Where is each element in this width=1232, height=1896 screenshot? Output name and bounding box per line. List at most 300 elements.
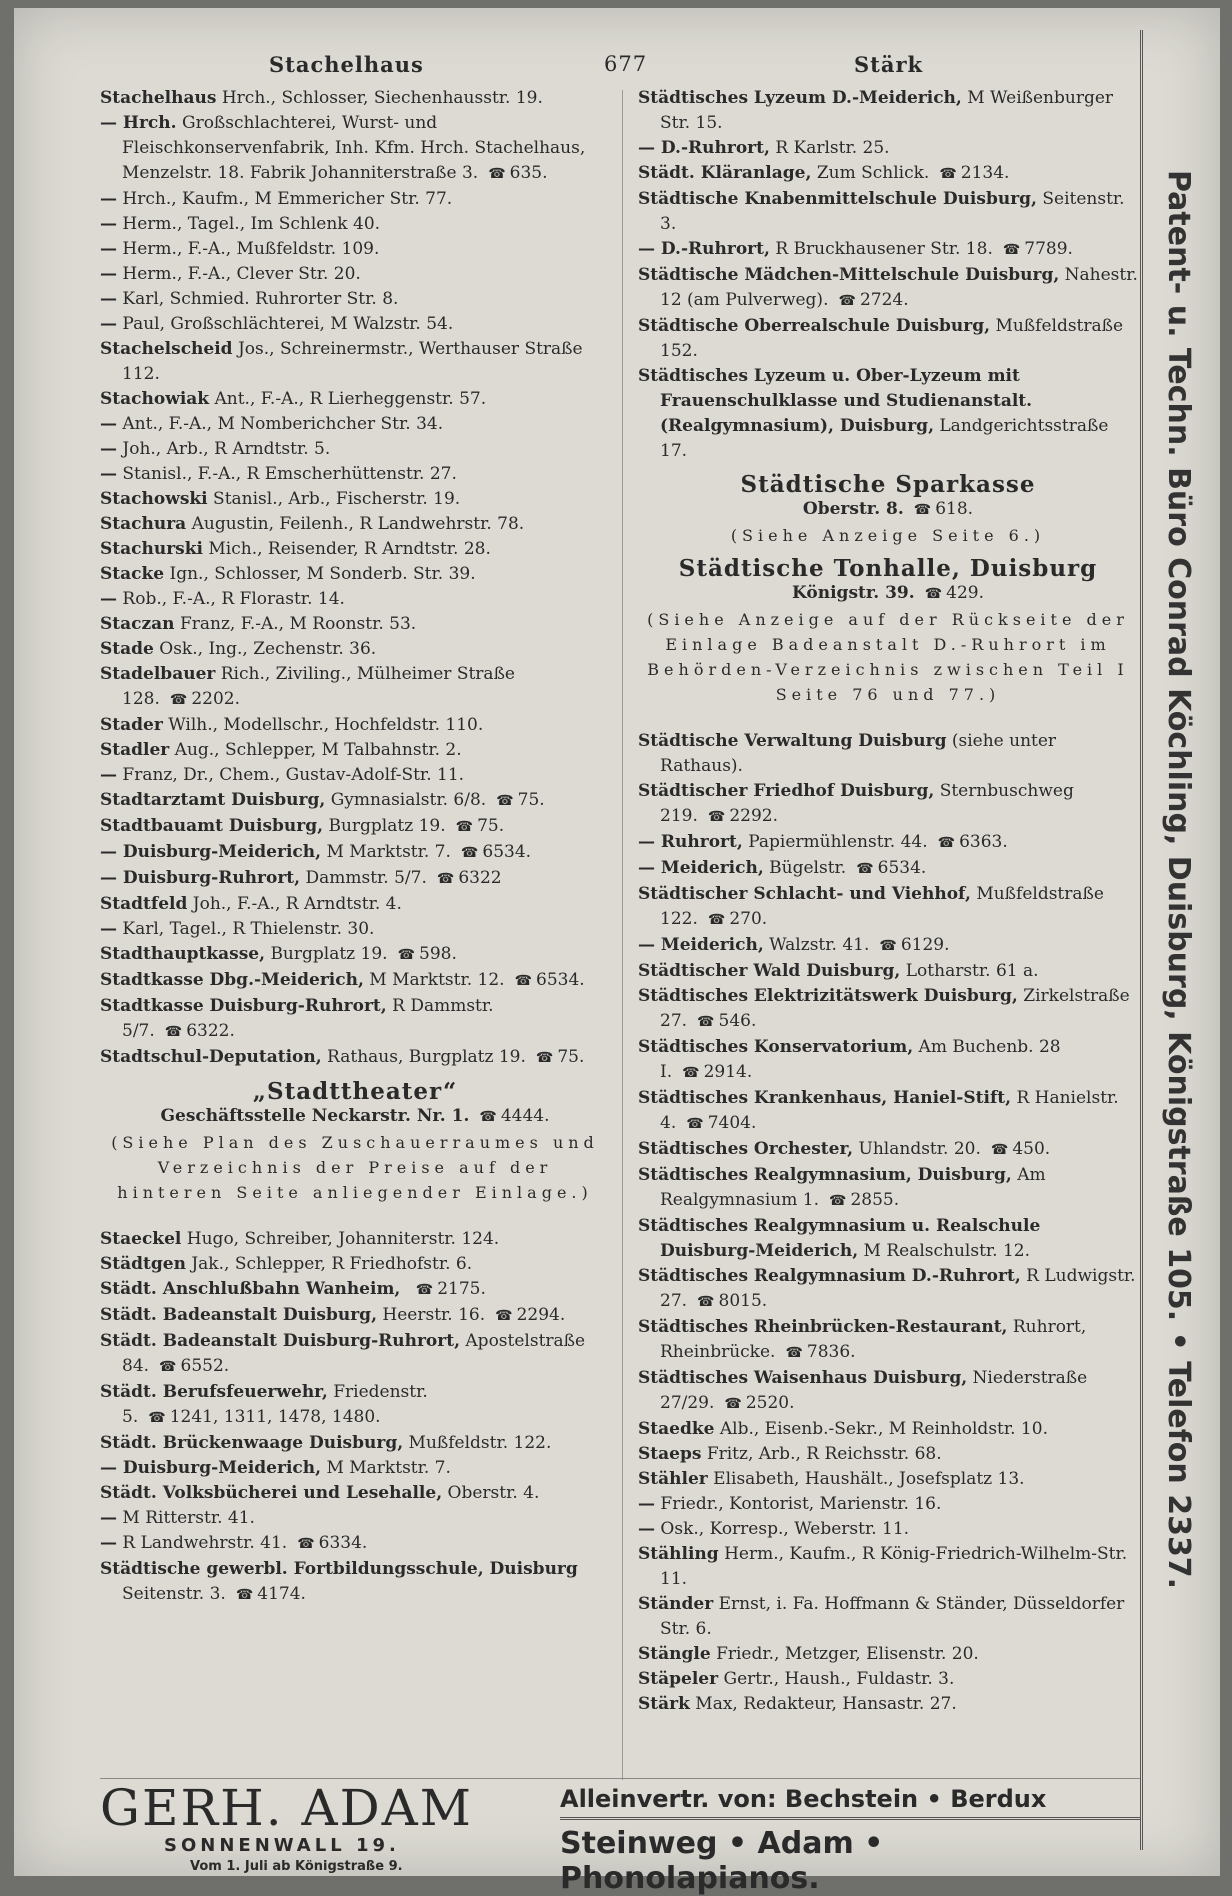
directory-entry <box>100 1277 610 1303</box>
directory-entry <box>638 1467 1138 1492</box>
entry-details: Burgplatz 19. <box>270 944 388 964</box>
entry-name: — <box>100 589 117 609</box>
directory-entry <box>100 840 610 866</box>
entry-details: Herm., F.-A., Clever Str. 20. <box>122 264 361 284</box>
entry-details: Sternbuschweg 219. <box>660 781 1074 826</box>
entry-name: — <box>100 314 117 334</box>
entry-phone: ☎ 635. <box>488 163 547 183</box>
entry-name: Stadthauptkasse, <box>100 944 266 964</box>
entry-details: Mich., Reisender, R Arndtstr. 28. <box>208 539 491 559</box>
entry-details: Herm., Tagel., Im Schlenk 40. <box>122 214 381 234</box>
directory-entry <box>100 337 610 387</box>
sparkasse-title: Städtische Sparkasse <box>740 471 1036 498</box>
entry-phone: ☎ 6534. <box>856 858 926 878</box>
directory-entry <box>100 1045 610 1071</box>
theater-note: (Siehe Plan des Zuschauerraumes und Verzeichnis der Preise auf der hinteren Seite anliegender Einlage.) <box>111 1133 599 1202</box>
entry-details: Aug., Schlepper, M Talbahnstr. 2. <box>174 740 462 760</box>
sparkasse-phone: ☎ 618. <box>914 499 973 519</box>
entry-name: Stängle <box>638 1644 711 1664</box>
entry-name: Stärk <box>638 1694 690 1714</box>
entry-phone: ☎ 6552. <box>159 1356 229 1376</box>
directory-entry <box>100 1227 610 1252</box>
directory-entry <box>100 1481 610 1506</box>
entry-details: Karl, Schmied. Ruhrorter Str. 8. <box>122 289 399 309</box>
directory-entry <box>638 136 1138 161</box>
entry-details: Jos., Schreinermstr., Werthauser Straße 112. <box>122 339 583 384</box>
entry-phone: ☎ 6363. <box>938 832 1008 852</box>
entry-details: Ant., F.-A., R Lierheggenstr. 57. <box>214 389 487 409</box>
entry-details: Jak., Schlepper, R Friedhofstr. 6. <box>191 1254 473 1274</box>
directory-entry <box>100 1303 610 1329</box>
directory-entry <box>100 1557 610 1608</box>
directory-entry <box>100 866 610 892</box>
entry-name: Staeps <box>638 1444 702 1464</box>
entry-details: Hrch., Kaufm., M Emmericher Str. 77. <box>122 189 453 209</box>
entry-name: — <box>100 239 117 259</box>
directory-entry <box>100 512 610 537</box>
entry-details: Fritz, Arb., R Reichsstr. 68. <box>706 1444 942 1464</box>
entry-name: Städt. Anschlußbahn Wanheim, <box>100 1279 401 1299</box>
directory-entry <box>638 237 1138 263</box>
entry-details: Seitenstr. 3. <box>122 1584 226 1604</box>
page-number: 677 <box>604 52 648 76</box>
entry-details: Karl, Tagel., R Thielenstr. 30. <box>122 919 375 939</box>
directory-entry <box>100 462 610 487</box>
sparkasse-note: (Siehe Anzeige Seite 6.) <box>730 526 1046 545</box>
directory-entry <box>100 917 610 942</box>
entry-name: — <box>100 214 117 234</box>
entry-name: Städtische Mädchen-Mittelschule Duisburg, <box>638 265 1060 285</box>
entry-details: (siehe unter Rathaus). <box>660 731 1057 776</box>
entry-phone: ☎ 75. <box>536 1047 585 1067</box>
entry-name: Städtisches Waisenhaus Duisburg, <box>638 1368 968 1388</box>
directory-entry <box>638 856 1138 882</box>
entry-details: Heerstr. 16. <box>382 1305 486 1325</box>
entry-phone: ☎ 6334. <box>297 1533 367 1553</box>
entry-name: Städtisches Realgymnasium, Duisburg, <box>638 1165 1012 1185</box>
entry-name: — <box>100 439 117 459</box>
entry-name: — Duisburg-Meiderich, <box>100 1458 322 1478</box>
entry-name: Stähler <box>638 1469 708 1489</box>
entry-name: Städt. Badeanstalt Duisburg, <box>100 1305 377 1325</box>
entry-details: R Dammstr. 5/7. <box>122 996 494 1041</box>
right-entry-list-2 <box>638 729 1138 1717</box>
entry-name: Stadtarztamt Duisburg, <box>100 790 326 810</box>
entry-name: — <box>638 1494 655 1514</box>
directory-entry <box>100 1456 610 1481</box>
directory-entry <box>638 161 1138 187</box>
entry-name: — <box>100 1508 117 1528</box>
entry-name: Städtische Knabenmittelschule Duisburg, <box>638 189 1037 209</box>
left-entry-list <box>100 86 610 1071</box>
directory-entry <box>100 1431 610 1456</box>
directory-entry <box>638 1315 1138 1366</box>
entry-details: Walzstr. 41. <box>769 935 870 955</box>
directory-entry <box>100 262 610 287</box>
entry-phone: ☎ 75. <box>496 790 545 810</box>
theater-phone: ☎ 4444. <box>479 1106 549 1126</box>
directory-entry <box>100 437 610 462</box>
entry-details: Ruhrort, Rheinbrücke. <box>660 1317 1087 1362</box>
directory-entry <box>100 738 610 763</box>
directory-entry <box>100 637 610 662</box>
entry-details: Ign., Schlosser, M Sonderb. Str. 39. <box>169 564 476 584</box>
entry-name: Städtisches Realgymnasium D.-Ruhrort, <box>638 1266 1021 1286</box>
directory-entry <box>100 111 610 187</box>
entry-name: Stäpeler <box>638 1669 719 1689</box>
directory-entry <box>100 187 610 212</box>
entry-name: Staeckel <box>100 1229 182 1249</box>
entry-details: Mußfeldstr. 122. <box>408 1433 552 1453</box>
entry-name: Städtisches Konservatorium, <box>638 1037 914 1057</box>
entry-details: Ant., F.-A., M Nomberichcher Str. 34. <box>122 414 444 434</box>
entry-details: Am Realgymnasium 1. <box>660 1165 1046 1210</box>
directory-entry <box>100 537 610 562</box>
entry-name: Städtischer Friedhof Duisburg, <box>638 781 935 801</box>
entry-details: M Ritterstr. 41. <box>122 1508 255 1528</box>
entry-phone: ☎ 8015. <box>697 1291 767 1311</box>
entry-details: Herm., Kaufm., R König-Friedrich-Wilhelm-Str. 11. <box>660 1544 1128 1589</box>
theater-title: „Stadttheater“ <box>252 1078 458 1105</box>
directory-entry <box>638 779 1138 830</box>
directory-entry <box>638 86 1138 136</box>
entry-details: Burgplatz 19. <box>328 816 446 836</box>
left-entry-list-2 <box>100 1227 610 1608</box>
directory-entry <box>638 187 1138 237</box>
entry-details: Niederstraße 27/29. <box>660 1368 1088 1413</box>
entry-phone: ☎ 6129. <box>879 935 949 955</box>
right-column <box>638 86 1138 1717</box>
directory-entry <box>100 763 610 788</box>
entry-details: Max, Redakteur, Hansastr. 27. <box>695 1694 957 1714</box>
entry-name: Stadtkasse Dbg.-Meiderich, <box>100 970 364 990</box>
entry-phone: ☎ 7789. <box>1003 239 1073 259</box>
entry-name: Städt. Volksbücherei und Lesehalle, <box>100 1483 443 1503</box>
directory-entry <box>100 1329 610 1380</box>
entry-details: Herm., F.-A., Mußfeldstr. 109. <box>122 239 380 259</box>
entry-name: Städt. Badeanstalt Duisburg-Ruhrort, <box>100 1331 460 1351</box>
entry-name: — <box>100 464 117 484</box>
entry-name: — D.-Ruhrort, <box>638 239 770 259</box>
entry-phone: ☎ 4174. <box>236 1584 306 1604</box>
entry-phone: ☎ 2134. <box>939 163 1009 183</box>
entry-name: Städt. Brückenwaage Duisburg, <box>100 1433 404 1453</box>
directory-entry <box>100 1252 610 1277</box>
header-right-keyword: Stärk <box>854 52 924 77</box>
entry-details: R Hanielstr. 4. <box>660 1088 1119 1133</box>
entry-phone: ☎ 7404. <box>686 1113 756 1133</box>
entry-name: — D.-Ruhrort, <box>638 138 770 158</box>
entry-name: Städtisches Lyzeum D.-Meiderich, <box>638 88 962 108</box>
entry-name: Stadler <box>100 740 170 760</box>
entry-details: R Karlstr. 25. <box>775 138 890 158</box>
entry-phone: ☎ 2294. <box>495 1305 565 1325</box>
entry-name: Stader <box>100 715 163 735</box>
entry-phone: ☎ 2724. <box>838 290 908 310</box>
entry-phone: ☎ 1241, 1311, 1478, 1480. <box>148 1407 380 1427</box>
entry-phone: ☎ 546. <box>697 1011 756 1031</box>
entry-details: Seitenstr. 3. <box>660 189 1125 234</box>
entry-details: Augustin, Feilenh., R Landwehrstr. 78. <box>191 514 525 534</box>
directory-entry <box>638 1035 1138 1086</box>
directory-entry <box>638 314 1138 364</box>
entry-name: — <box>100 189 117 209</box>
entry-name: — <box>100 919 117 939</box>
directory-entry <box>638 263 1138 314</box>
entry-name: Staczan <box>100 614 175 634</box>
entry-phone: ☎ 2914. <box>682 1062 752 1082</box>
entry-name: — <box>638 1519 655 1539</box>
entry-details: Franz, F.-A., M Roonstr. 53. <box>179 614 417 634</box>
entry-details: Friedenstr. 5. <box>122 1382 428 1427</box>
directory-entry <box>100 412 610 437</box>
entry-name: Städtischer Wald Duisburg, <box>638 961 901 981</box>
directory-entry <box>638 1086 1138 1137</box>
entry-details: Mußfeldstraße 152. <box>660 316 1124 361</box>
ad-company-name: GERH. ADAM <box>100 1779 473 1837</box>
entry-name: Stachelscheid <box>100 339 233 359</box>
entry-name: Stacke <box>100 564 165 584</box>
directory-entry <box>100 562 610 587</box>
directory-entry <box>638 984 1138 1035</box>
tonhalle-block <box>638 556 1138 707</box>
entry-name: Stadelbauer <box>100 664 216 684</box>
entry-name: — <box>100 765 117 785</box>
entry-phone: ☎ 2855. <box>829 1190 899 1210</box>
entry-name: Städtische Verwaltung Duisburg <box>638 731 947 751</box>
entry-phone: ☎ 598. <box>398 944 457 964</box>
entry-name: — Meiderich, <box>638 935 764 955</box>
entry-details: Zirkelstraße 27. <box>660 986 1130 1031</box>
entry-name: Städtisches Lyzeum u. Ober-Lyzeum mit Frauenschulklasse und Studienanstalt. (Realgymnasium), Duisburg, <box>638 366 1033 436</box>
entry-name: Städtisches Elektrizitätswerk Duisburg, <box>638 986 1018 1006</box>
sidebar-advert: Patent- u. Techn. Büro Conrad Köchling, Duisburg, Königstraße 105. • Telefon 2337. <box>1161 170 1196 1590</box>
entry-details: Franz, Dr., Chem., Gustav-Adolf-Str. 11. <box>122 765 465 785</box>
entry-phone: ☎ 7836. <box>785 1342 855 1362</box>
entry-details: M Marktstr. 12. <box>369 970 505 990</box>
entry-name: Stadtschul-Deputation, <box>100 1047 322 1067</box>
entry-name: — Duisburg-Ruhrort, <box>100 868 301 888</box>
footer-advert <box>100 1778 1140 1896</box>
entry-details: Stanisl., F.-A., R Emscherhüttenstr. 27. <box>122 464 457 484</box>
directory-entry <box>100 892 610 917</box>
entry-name: Städtisches Rheinbrücken-Restaurant, <box>638 1317 1008 1337</box>
entry-details: Mußfeldstraße 122. <box>660 884 1104 929</box>
entry-phone: ☎ 2202. <box>170 689 240 709</box>
entry-details: M Marktstr. 7. <box>326 1458 451 1478</box>
entry-name: — Meiderich, <box>638 858 764 878</box>
directory-entry <box>638 1592 1138 1642</box>
entry-name: Städt. Berufsfeuerwehr, <box>100 1382 328 1402</box>
entry-phone: ☎ 2292. <box>708 806 778 826</box>
directory-entry <box>638 1137 1138 1163</box>
entry-details: Uhlandstr. 20. <box>858 1139 981 1159</box>
directory-entry <box>100 814 610 840</box>
entry-phone: ☎ 270. <box>708 909 767 929</box>
directory-entry <box>100 612 610 637</box>
entry-name: Städtgen <box>100 1254 186 1274</box>
entry-phone: ☎ 2520. <box>724 1393 794 1413</box>
directory-entry <box>638 1163 1138 1214</box>
ad-brands <box>560 1785 1140 1896</box>
directory-entry <box>638 1366 1138 1417</box>
entry-details: Großschlachterei, Wurst- und Fleischkonservenfabrik, Inh. Kfm. Hrch. Stachelhaus, Menzelstr. 18. Fabrik Johanniterstraße 3. <box>122 113 586 183</box>
entry-details: R Landwehrstr. 41. <box>122 1533 288 1553</box>
entry-name: Städtische gewerbl. Fortbildungsschule, Duisburg <box>100 1559 578 1579</box>
sparkasse-block <box>638 472 1138 548</box>
column-divider <box>622 90 623 1780</box>
entry-details: Gertr., Haush., Fuldastr. 3. <box>723 1669 955 1689</box>
directory-entry <box>100 1506 610 1531</box>
entry-details: Stanisl., Arb., Fischerstr. 19. <box>213 489 461 509</box>
ad-brand-line-2: Steinweg • Adam • Phonolapianos. <box>560 1826 884 1896</box>
entry-details: M Marktstr. 7. <box>326 842 451 862</box>
entry-details: Hugo, Schreiber, Johanniterstr. 124. <box>186 1229 500 1249</box>
entry-details: M Realschulstr. 12. <box>863 1241 1031 1261</box>
entry-details: Joh., F.-A., R Arndtstr. 4. <box>192 894 402 914</box>
entry-details: Rob., F.-A., R Florastr. 14. <box>122 589 345 609</box>
directory-entry <box>638 1692 1138 1717</box>
directory-entry <box>100 968 610 994</box>
spacer <box>100 1213 610 1227</box>
directory-entry <box>638 1542 1138 1592</box>
directory-entry <box>100 312 610 337</box>
directory-entry <box>100 237 610 262</box>
entry-details: Nahestr. 12 (am Pulverweg). <box>660 265 1138 310</box>
entry-name: Stadtkasse Duisburg-Ruhrort, <box>100 996 387 1016</box>
directory-entry <box>100 212 610 237</box>
entry-name: Stachelhaus <box>100 88 217 108</box>
directory-entry <box>100 1380 610 1431</box>
directory-entry <box>100 788 610 814</box>
entry-phone: ☎ 75. <box>456 816 505 836</box>
entry-details: Hrch., Schlosser, Siechenhausstr. 19. <box>221 88 543 108</box>
directory-entry <box>638 882 1138 933</box>
entry-name: — Duisburg-Meiderich, <box>100 842 322 862</box>
entry-details: Dammstr. 5/7. <box>305 868 427 888</box>
directory-entry <box>638 1442 1138 1467</box>
entry-name: Stachowski <box>100 489 208 509</box>
directory-entry <box>638 959 1138 984</box>
entry-details: Am Buchenb. 28 I. <box>660 1037 1061 1082</box>
entry-details: Zum Schlick. <box>816 163 930 183</box>
entry-name: Städtisches Orchester, <box>638 1139 854 1159</box>
ad-address-note: Vom 1. Juli ab Königstraße 9. <box>190 1859 403 1874</box>
tonhalle-title: Städtische Tonhalle, Duisburg <box>678 555 1098 582</box>
entry-phone: ☎ 6322. <box>165 1021 235 1041</box>
entry-details: Rathaus, Burgplatz 19. <box>327 1047 526 1067</box>
entry-details: Rich., Ziviling., Mülheimer Straße 128. <box>122 664 515 709</box>
entry-details: M Weißenburger Str. 15. <box>660 88 1114 133</box>
entry-name: Stachowiak <box>100 389 210 409</box>
entry-details: Osk., Ing., Zechenstr. 36. <box>159 639 377 659</box>
entry-details: R Ludwigstr. 27. <box>660 1266 1136 1311</box>
entry-name: Ständer <box>638 1594 714 1614</box>
entry-details: Gymnasialstr. 6/8. <box>330 790 487 810</box>
entry-details: Alb., Eisenb.-Sekr., M Reinholdstr. 10. <box>719 1419 1048 1439</box>
entry-name: — <box>100 264 117 284</box>
entry-phone: ☎ 6534. <box>461 842 531 862</box>
entry-details: Lotharstr. 61 a. <box>905 961 1039 981</box>
header-left-keyword: Stachelhaus <box>269 52 424 77</box>
sparkasse-address: Oberstr. 8. <box>802 499 904 519</box>
entry-details: Friedr., Metzger, Elisenstr. 20. <box>716 1644 979 1664</box>
entry-name: Städtischer Schlacht- und Viehhof, <box>638 884 971 904</box>
entry-name: Stachurski <box>100 539 203 559</box>
entry-phone: ☎ 6322 <box>437 868 502 888</box>
entry-details: Osk., Korresp., Weberstr. 11. <box>660 1519 910 1539</box>
entry-phone: ☎ 6534. <box>515 970 585 990</box>
entry-name: Städtische Oberrealschule Duisburg, <box>638 316 991 336</box>
ad-address: SONNENWALL 19. <box>164 1835 400 1856</box>
directory-entry <box>100 387 610 412</box>
spacer <box>638 715 1138 729</box>
entry-name: Stähling <box>638 1544 719 1564</box>
directory-entry <box>638 1517 1138 1542</box>
directory-entry <box>638 1417 1138 1442</box>
directory-entry <box>638 1667 1138 1692</box>
directory-entry <box>100 942 610 968</box>
tonhalle-address: Königstr. 39. <box>792 583 915 603</box>
directory-entry <box>638 933 1138 959</box>
directory-entry <box>100 287 610 312</box>
directory-entry <box>100 86 610 111</box>
entry-name: — <box>100 414 117 434</box>
entry-name: Staedke <box>638 1419 715 1439</box>
entry-phone: ☎ 450. <box>991 1139 1050 1159</box>
directory-entry <box>100 487 610 512</box>
entry-details: Joh., Arb., R Arndtstr. 5. <box>122 439 331 459</box>
entry-name: Städtisches Krankenhaus, Haniel-Stift, <box>638 1088 1012 1108</box>
entry-details: Paul, Großschlächterei, M Walzstr. 54. <box>122 314 454 334</box>
directory-entry <box>638 1264 1138 1315</box>
entry-phone: ☎ 2175. <box>416 1279 486 1299</box>
entry-details: Elisabeth, Haushält., Josefsplatz 13. <box>713 1469 1025 1489</box>
entry-name: Stade <box>100 639 154 659</box>
entry-details: R Bruckhausener Str. 18. <box>775 239 993 259</box>
entry-details: Oberstr. 4. <box>447 1483 540 1503</box>
left-column <box>100 86 610 1608</box>
entry-details: Friedr., Kontorist, Marienstr. 16. <box>660 1494 942 1514</box>
tonhalle-note: (Siehe Anzeige auf der Rückseite der Einlage Badeanstalt D.-Ruhrort im Behörden-Verzeichnis zwischen Teil I Seite 76 und 77.) <box>647 610 1129 704</box>
theater-block <box>100 1079 610 1205</box>
theater-office: Geschäftsstelle Neckarstr. Nr. 1. <box>160 1106 470 1126</box>
entry-name: Stadtbauamt Duisburg, <box>100 816 324 836</box>
entry-name: Städt. Kläranlage, <box>638 163 812 183</box>
entry-name: Stachura <box>100 514 187 534</box>
directory-entry <box>638 1492 1138 1517</box>
entry-name: Städtisches Realgymnasium u. Realschule Duisburg-Meiderich, <box>638 1216 1041 1261</box>
entry-name: — <box>100 1533 117 1553</box>
entry-name: Stadtfeld <box>100 894 188 914</box>
entry-name: — Hrch. <box>100 113 177 133</box>
entry-details: Apostelstraße 84. <box>122 1331 586 1376</box>
directory-entry <box>100 1531 610 1557</box>
tonhalle-phone: ☎ 429. <box>925 583 984 603</box>
entry-details: Bügelstr. <box>769 858 847 878</box>
directory-entry <box>100 587 610 612</box>
entry-details: Ernst, i. Fa. Hoffmann & Ständer, Düsseldorfer Str. 6. <box>660 1594 1125 1639</box>
directory-entry <box>100 713 610 738</box>
directory-entry <box>638 364 1138 464</box>
ad-brand-line-1: Alleinvertr. von: Bechstein • Berdux <box>560 1785 1140 1820</box>
directory-entry <box>638 1642 1138 1667</box>
entry-name: — Ruhrort, <box>638 832 743 852</box>
entry-details: Papiermühlenstr. 44. <box>748 832 928 852</box>
directory-entry <box>638 830 1138 856</box>
directory-entry <box>638 729 1138 779</box>
directory-entry <box>638 1214 1138 1264</box>
